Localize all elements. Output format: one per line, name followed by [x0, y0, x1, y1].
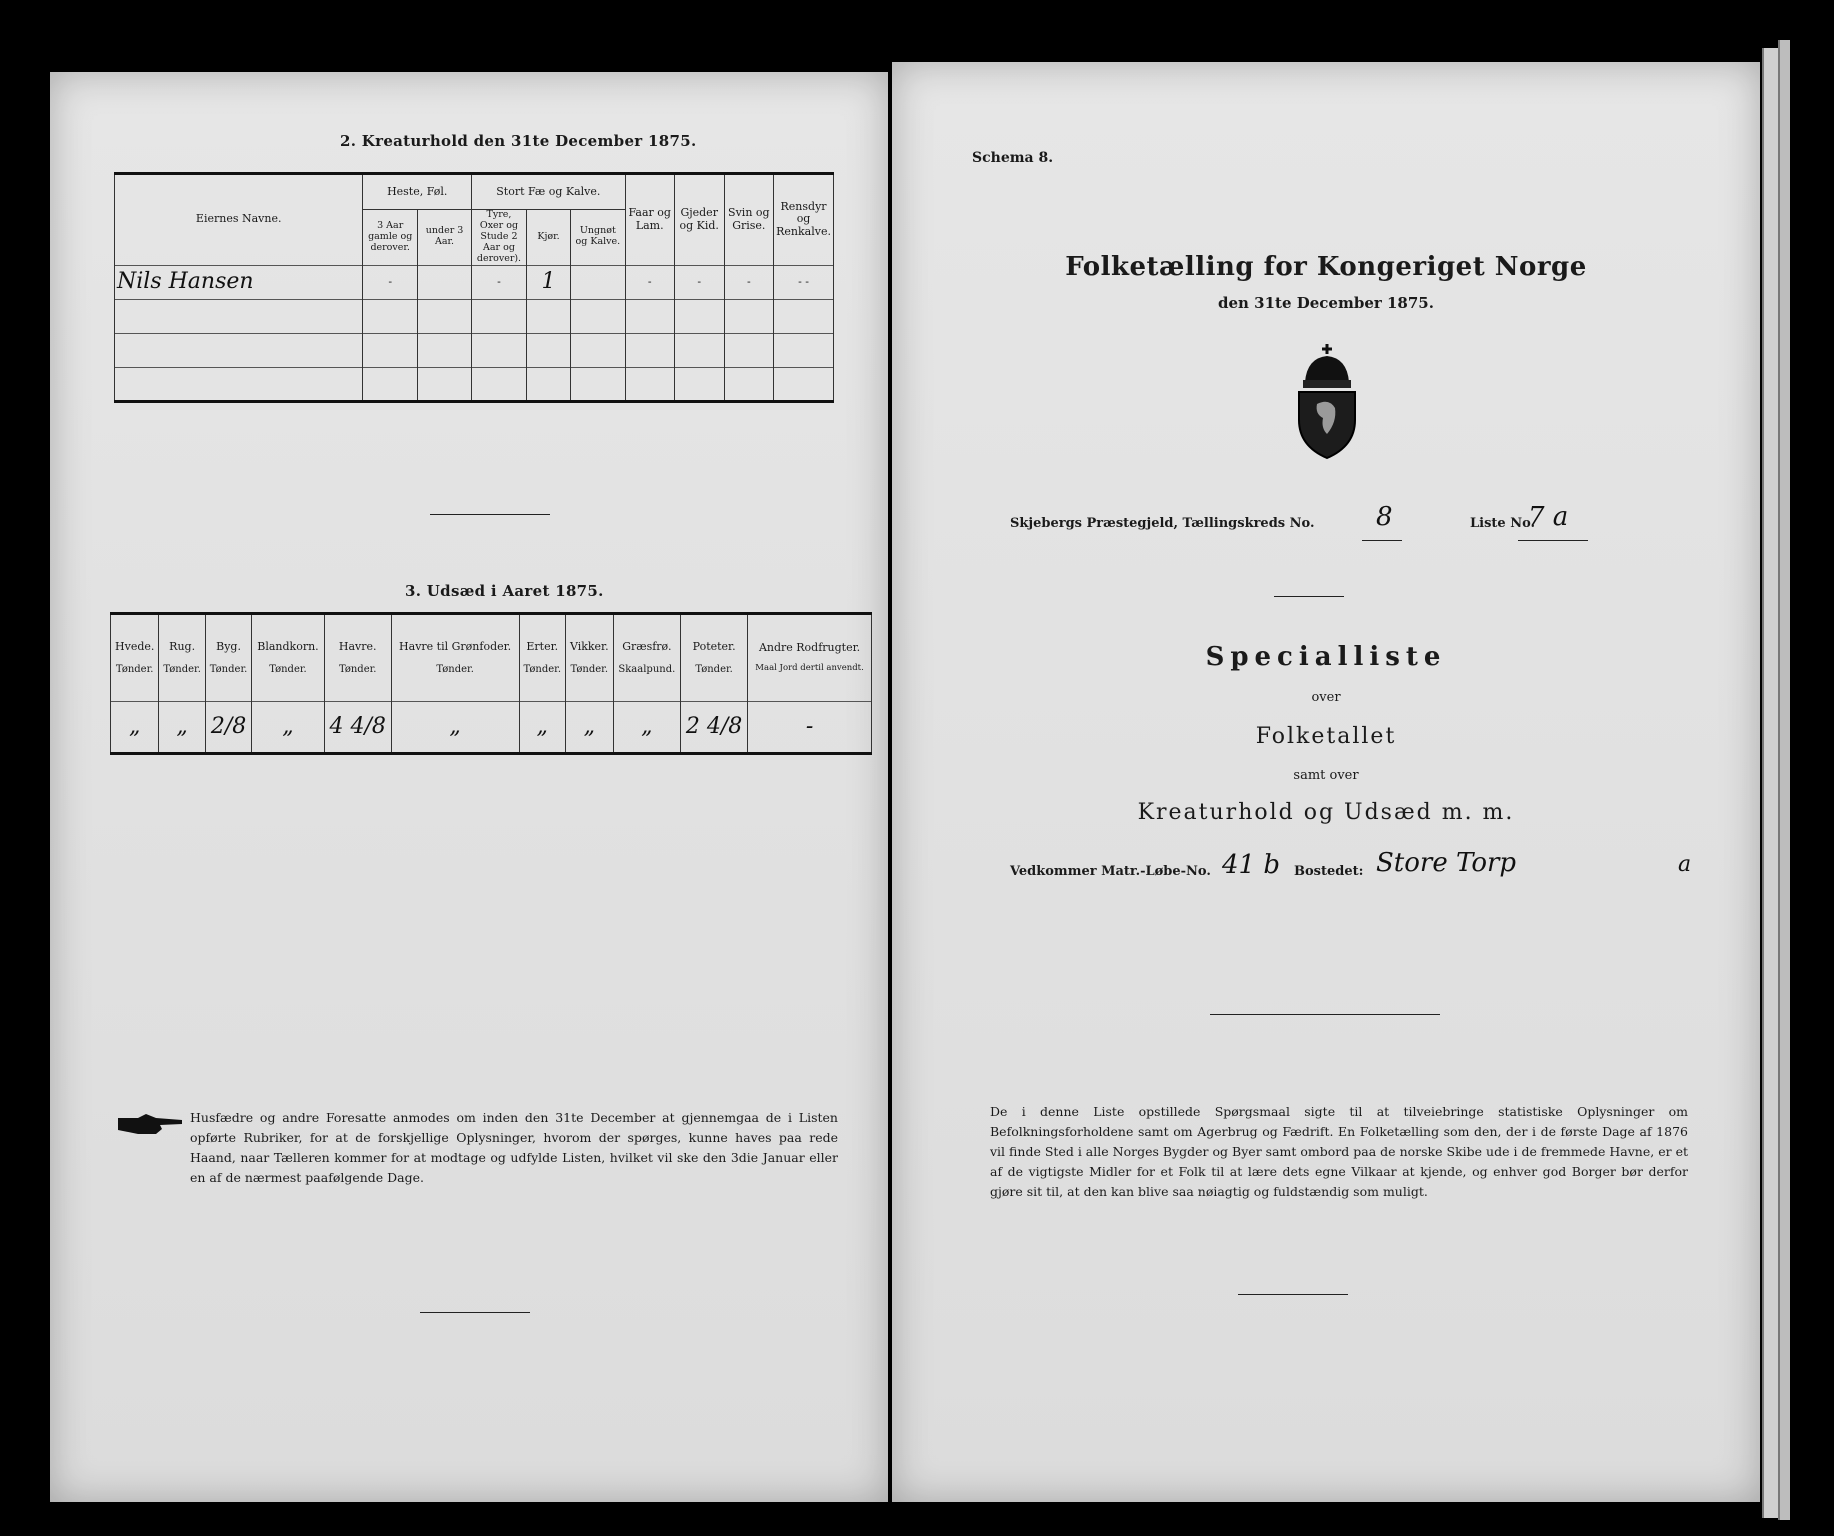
divider: [1210, 1014, 1440, 1015]
sowing-header: [205, 614, 251, 702]
table-row: [115, 299, 834, 333]
bostedet-label: Bostedet:: [1294, 864, 1364, 879]
sowing-header-name: Poteter.: [692, 639, 736, 653]
sowing-value: „: [391, 702, 519, 754]
sowing-header-unit: Tønder.: [115, 663, 154, 675]
list-label: Liste No.: [1470, 516, 1536, 531]
sowing-header: [613, 614, 681, 702]
col-sheep: Faar og Lam.: [625, 174, 674, 266]
bostedet-value: Store Torp: [1376, 848, 1517, 878]
explanatory-paragraph: De i denne Liste opstillede Spørgsmaal sigte til at tilveiebringe statistiske Oplysninger om Befolkningsforholdene samt om Agerbrug og Fædrift. En Folketælling som den, der i de første Dage af 1876 vil finde Sted i alle Norges Bygder og Byer samt ombord paa de norske Skibe ude i de fremmede Havne, er et af de vigtigste Midler for et Folk til at lære dets egne Vilkaar at kjende, og enhver god Borger bør derfor gjøre sit til, at den kan blive saa nøiagtig og fuldstændig som muligt.: [990, 1104, 1688, 1199]
sub-horses-young: under 3 Aar.: [417, 210, 471, 266]
matr-no: 41 b: [1222, 850, 1280, 880]
sowing-header: [748, 614, 872, 702]
col-owner: Eiernes Navne.: [115, 174, 363, 266]
sub-cows: Kjør.: [526, 210, 570, 266]
notice-text: Husfædre og andre Foresatte anmodes om inden den 31te December at gjennemgaa de i Listen opførte Rubriker, for at de forskjellige Oplysninger, hvorom der spørges, kunne haves paa rede Haand, naar Tælleren kommer for at modtage og udfylde Listen, hvilket vil ske den 3die Januar eller en af de nærmest paafølgende Dage.: [190, 1110, 838, 1185]
sowing-header: [252, 614, 324, 702]
coat-of-arms-icon: [1277, 342, 1377, 462]
sowing-header-name: Rug.: [169, 639, 196, 653]
sowing-header: [565, 614, 613, 702]
sowing-value: „: [111, 702, 159, 754]
sowing-value: -: [748, 702, 872, 754]
page-edge: [1762, 48, 1778, 1518]
livestock-label: Kreaturhold og Udsæd m. m.: [1137, 800, 1515, 825]
sowing-header-unit: Tønder.: [695, 663, 733, 675]
col-pigs: Svin og Grise.: [724, 174, 774, 266]
sub-title: den 31te December 1875.: [1218, 294, 1434, 312]
sowing-header: [391, 614, 519, 702]
sowing-header-unit: Tønder.: [523, 663, 562, 675]
sowing-header: [324, 614, 391, 702]
over-label: over: [1311, 690, 1341, 705]
population-label: Folketallet: [1255, 724, 1397, 749]
cell-horses-old: -: [363, 265, 418, 299]
sowing-header-unit: Tønder.: [269, 663, 307, 675]
sowing-header-name: Andre Rodfrugter.: [758, 640, 861, 654]
cell-cows: 1: [526, 265, 570, 299]
sowing-value: 4 4/8: [324, 702, 391, 754]
sowing-header-unit: Tønder.: [436, 663, 474, 675]
also-over-label: samt over: [1293, 768, 1359, 783]
sowing-header: [519, 614, 565, 702]
pointing-hand-icon: [116, 1112, 184, 1136]
table-row: [115, 367, 834, 401]
sowing-value: 2 4/8: [681, 702, 748, 754]
sowing-value: „: [565, 702, 613, 754]
col-reindeer: Rensdyr og Renkalve.: [774, 174, 834, 266]
cell-sheep: -: [625, 265, 674, 299]
group-cattle: Stort Fæ og Kalve.: [472, 174, 625, 210]
group-horses: Heste, Føl.: [363, 174, 472, 210]
sowing-header-name: Havre til Grønfoder.: [399, 639, 512, 653]
parish-label: Skjebergs Præstegjeld, Tællingskreds No.: [1010, 516, 1315, 531]
table-row: [115, 333, 834, 367]
sowing-header-unit: Tønder.: [338, 663, 377, 675]
sowing-header-name: Hvede.: [115, 639, 155, 653]
sowing-value: „: [252, 702, 324, 754]
sowing-header-name: Erter.: [526, 639, 559, 653]
divider: [430, 514, 550, 515]
cell-pigs: -: [724, 265, 774, 299]
cell-goats: -: [674, 265, 724, 299]
divider: [420, 1312, 530, 1313]
cell-young-cattle: [571, 265, 625, 299]
sowing-header-name: Byg.: [216, 639, 241, 653]
section2-title: 2. Kreaturhold den 31te December 1875.: [340, 132, 697, 150]
main-title: Folketælling for Kongeriget Norge: [1065, 252, 1587, 282]
sub-young-cattle: Ungnøt og Kalve.: [571, 210, 625, 266]
divider: [1238, 1294, 1348, 1295]
right-page: [892, 62, 1760, 1502]
livestock-table: [114, 172, 834, 403]
page-edge: [1778, 40, 1790, 1520]
sowing-header-name: Græsfrø.: [622, 639, 672, 653]
list-no: 7 a: [1528, 502, 1569, 532]
sowing-header-name: Havre.: [338, 639, 377, 653]
sowing-value: „: [613, 702, 681, 754]
sowing-header-name: Blandkorn.: [257, 639, 319, 653]
col-goats: Gjeder og Kid.: [674, 174, 724, 266]
sowing-header-name: Vikker.: [569, 639, 609, 653]
divider: [1274, 596, 1344, 597]
sowing-value: 2/8: [205, 702, 251, 754]
cell-horses-young: [417, 265, 471, 299]
sowing-header: [111, 614, 159, 702]
sowing-header-unit: Tønder.: [209, 663, 248, 675]
fill-line: [1518, 540, 1588, 541]
sowing-header-unit: Maal Jord dertil anvendt.: [755, 663, 864, 674]
sowing-header-unit: Tønder.: [570, 663, 609, 675]
sowing-value: „: [519, 702, 565, 754]
sowing-header-unit: Tønder.: [163, 663, 201, 675]
matr-label: Vedkommer Matr.-Løbe-No.: [1010, 864, 1211, 879]
section3-title: 3. Udsæd i Aaret 1875.: [405, 582, 604, 600]
owner-name: Nils Hansen: [115, 265, 363, 299]
special-list-title: Specialliste: [1205, 642, 1447, 672]
sowing-header-unit: Skaalpund.: [618, 663, 676, 675]
fill-line: [1362, 540, 1402, 541]
cell-reindeer: - -: [774, 265, 834, 299]
schema-label: Schema 8.: [972, 150, 1054, 166]
sowing-value: „: [159, 702, 205, 754]
sowing-header: [159, 614, 205, 702]
tally-no: 8: [1376, 502, 1393, 532]
sowing-table: [110, 612, 872, 755]
sowing-header: [681, 614, 748, 702]
left-page: [50, 72, 888, 1502]
sub-oxen: Tyre, Oxer og Stude 2 Aar og derover).: [472, 210, 527, 266]
sub-horses-old: 3 Aar gamle og derover.: [363, 210, 418, 266]
trailing-mark: a: [1678, 852, 1692, 877]
cell-oxen: -: [472, 265, 527, 299]
